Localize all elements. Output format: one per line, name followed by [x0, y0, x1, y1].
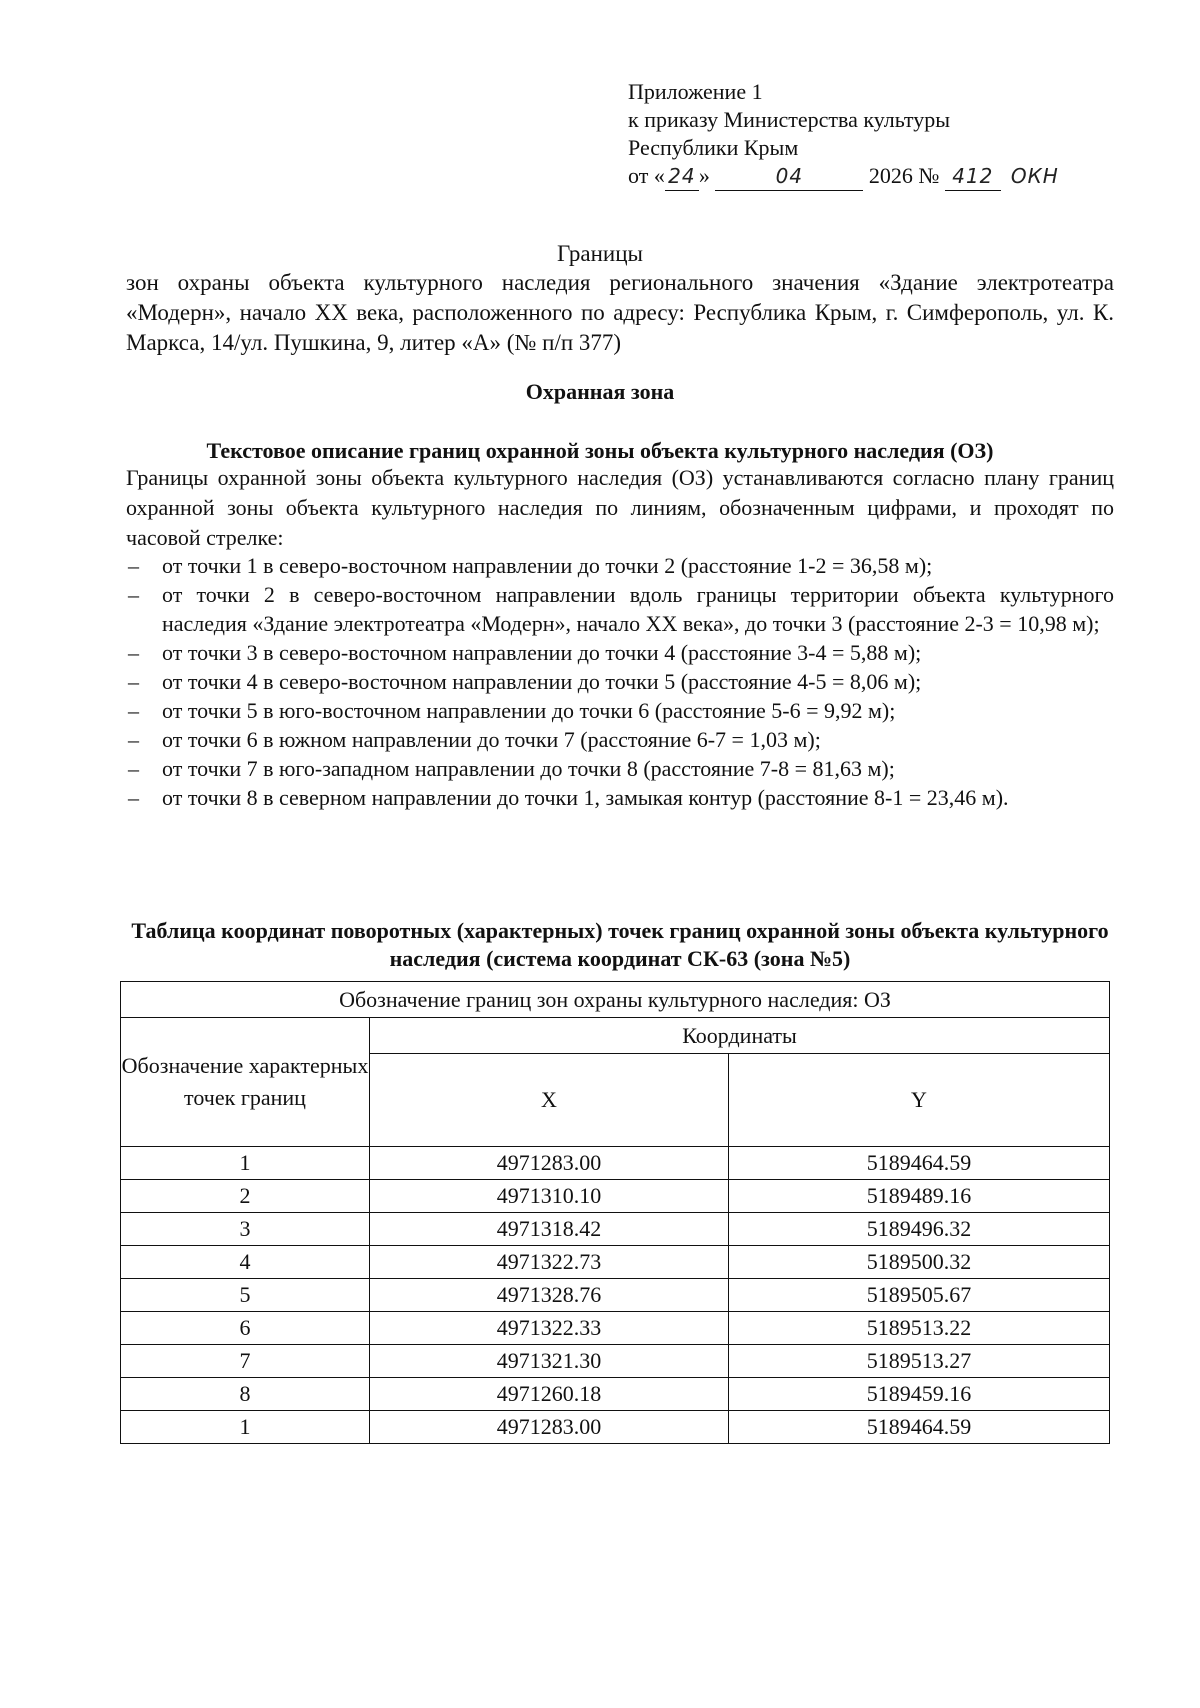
table-row [121, 1246, 1110, 1279]
handwritten-month: 04 [715, 162, 863, 191]
point-cell: 6 [121, 1312, 370, 1345]
list-item [126, 638, 1114, 667]
table-row [121, 1312, 1110, 1345]
y-cell: 5189505.67 [729, 1279, 1110, 1312]
column-header-x: X [370, 1054, 729, 1147]
point-cell: 3 [121, 1213, 370, 1246]
list-item [126, 754, 1114, 783]
x-cell: 4971260.18 [370, 1378, 729, 1411]
x-cell: 4971328.76 [370, 1279, 729, 1312]
column-header-designation: Обозначение характерных точек границ [121, 1018, 370, 1147]
column-header-coordinates: Координаты [370, 1018, 1110, 1054]
y-cell: 5189513.27 [729, 1345, 1110, 1378]
list-item-text: от точки 1 в северо-восточном направлении до точки 2 (расстояние 1-2 = 36,58 м); [162, 553, 933, 578]
dash-marker: – [128, 553, 139, 578]
appendix-line-2: к приказу Министерства культуры [628, 107, 951, 132]
table-row [121, 1411, 1110, 1444]
list-item [126, 725, 1114, 754]
y-cell: 5189513.22 [729, 1312, 1110, 1345]
table-row [121, 1279, 1110, 1312]
point-cell: 4 [121, 1246, 370, 1279]
list-item [126, 783, 1114, 812]
x-cell: 4971322.33 [370, 1312, 729, 1345]
column-header-y: Y [729, 1054, 1110, 1147]
description-heading: Текстовое описание границ охранной зоны объекта культурного наследия (ОЗ) [206, 438, 994, 463]
table-row [121, 1180, 1110, 1213]
handwritten-day: 24 [665, 162, 699, 191]
x-cell: 4971322.73 [370, 1246, 729, 1279]
y-cell: 5189459.16 [729, 1378, 1110, 1411]
handwritten-order-number: 412 [945, 162, 1001, 191]
list-item-text: от точки 8 в северном направлении до точки 1, замыкая контур (расстояние 8-1 = 23,46 м). [162, 785, 1009, 810]
appendix-line-3: Республики Крым [628, 135, 799, 160]
list-item-text: от точки 3 в северо-восточном направлении до точки 4 (расстояние 3-4 = 5,88 м); [162, 640, 922, 665]
list-item-text: от точки 2 в северо-восточном направлении вдоль границы территории объекта культурного наследия «Здание электротеатра «Модерн», начало XX века», до точки 3 (расстояние 2-3 = 10,98 м); [162, 582, 1114, 636]
year-and-number-label: 2026 № [868, 163, 940, 188]
handwritten-order-suffix: ОКН [1010, 164, 1059, 188]
title-text: зон охраны объекта культурного наследия регионального значения «Здание электротеатра «Модерн», начало XX века, расположенного по адресу: Республика Крым, г. Симферополь, ул. К. Маркса, 14/ул. Пушкина, 9, литер «А» (№ п/п 377) [126, 270, 1114, 355]
appendix-line-1: Приложение 1 [628, 79, 763, 104]
point-cell: 1 [121, 1147, 370, 1180]
point-cell: 5 [121, 1279, 370, 1312]
list-item [126, 551, 1114, 580]
list-item-text: от точки 5 в юго-восточном направлении до точки 6 (расстояние 5-6 = 9,92 м); [162, 698, 896, 723]
list-item [126, 696, 1114, 725]
appendix-block [628, 78, 1148, 191]
date-close-quote: » [698, 163, 710, 188]
y-cell: 5189489.16 [729, 1180, 1110, 1213]
dash-marker: – [128, 756, 139, 781]
list-item [126, 667, 1114, 696]
section-heading: Охранная зона [525, 379, 675, 404]
dash-marker: – [128, 640, 139, 665]
list-item-text: от точки 6 в южном направлении до точки 7 (расстояние 6-7 = 1,03 м); [162, 727, 821, 752]
point-cell: 2 [121, 1180, 370, 1213]
y-cell: 5189464.59 [729, 1411, 1110, 1444]
table-heading: Таблица координат поворотных (характерных) точек границ охранной зоны объекта культурного наследия (система координат СК-63 (зона №5) [131, 918, 1109, 971]
dash-marker: – [128, 669, 139, 694]
dash-marker: – [128, 785, 139, 810]
x-cell: 4971321.30 [370, 1345, 729, 1378]
list-item-text: от точки 4 в северо-восточном направлении до точки 5 (расстояние 4-5 = 8,06 м); [162, 669, 922, 694]
table-row [121, 1378, 1110, 1411]
table-caption: Обозначение границ зон охраны культурного наследия: ОЗ [121, 982, 1110, 1018]
point-cell: 8 [121, 1378, 370, 1411]
y-cell: 5189500.32 [729, 1246, 1110, 1279]
x-cell: 4971283.00 [370, 1411, 729, 1444]
appendix-date-line [628, 162, 1148, 191]
x-cell: 4971318.42 [370, 1213, 729, 1246]
x-cell: 4971283.00 [370, 1147, 729, 1180]
title-word: Границы [557, 241, 643, 266]
dash-marker: – [128, 727, 139, 752]
description-intro: Границы охранной зоны объекта культурного наследия (ОЗ) устанавливаются согласно плану границ охранной зоны объекта культурного наследия по линиям, обозначенным цифрами, и проходят по часовой стрелке: [126, 465, 1114, 550]
y-cell: 5189464.59 [729, 1147, 1110, 1180]
dash-marker: – [128, 582, 139, 607]
point-cell: 7 [121, 1345, 370, 1378]
y-cell: 5189496.32 [729, 1213, 1110, 1246]
list-item [126, 580, 1114, 638]
table-row [121, 1345, 1110, 1378]
table-row [121, 1147, 1110, 1180]
list-item-text: от точки 7 в юго-западном направлении до точки 8 (расстояние 7-8 = 81,63 м); [162, 756, 895, 781]
x-cell: 4971310.10 [370, 1180, 729, 1213]
dash-marker: – [128, 698, 139, 723]
date-prefix: от « [628, 163, 665, 188]
table-row [121, 1213, 1110, 1246]
coordinates-table [120, 981, 1110, 1444]
point-cell: 1 [121, 1411, 370, 1444]
boundary-description-list [126, 551, 1114, 812]
